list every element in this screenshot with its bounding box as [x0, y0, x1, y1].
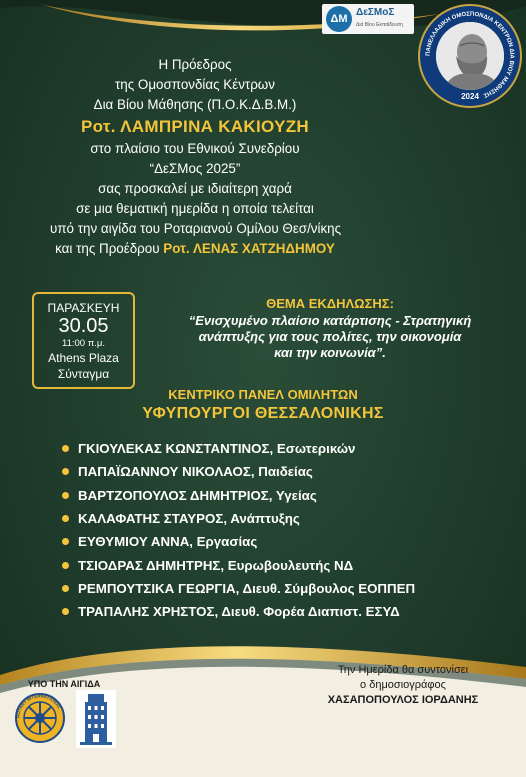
list-item: [62, 460, 415, 483]
theme-title: ΘΕΜΑ ΕΚΔΗΛΩΣΗΣ:: [266, 296, 394, 311]
speaker-role: , Υγείας: [268, 487, 317, 503]
desmos-logo-subtitle: Διά Βίου Εκπαίδευση: [356, 22, 403, 28]
bullet-icon: [62, 445, 69, 452]
rotary-president-name: Ροτ. ΛΕΝΑΣ ΧΑΤΖΗΔΗΜΟΥ: [163, 241, 335, 256]
event-time: 11:00 π.μ.: [61, 338, 105, 349]
intro-line-1: Η Πρόεδρος: [158, 57, 232, 72]
speakers-list: [62, 437, 415, 623]
rotary-ring-text: ROTARY INTERNATIONAL: [15, 693, 63, 719]
speaker-role: , Διευθ. Φορέα Διαπιστ. ΕΣΥΔ: [214, 604, 400, 620]
bullet-icon: [62, 608, 69, 615]
intro-line-6: σας προσκαλεί με ιδιαίτερη χαρά: [98, 181, 292, 196]
speaker-name: ΤΣΙΟΔΡΑΣ ΔΗΜΗΤΡΗΣ: [78, 557, 221, 573]
event-venue: Athens Plaza: [48, 351, 119, 365]
federation-seal: [418, 4, 522, 108]
speaker-name: ΤΡΑΠΑΛΗΣ ΧΡΗΣΤΟΣ: [78, 604, 215, 620]
speaker-role: , Εσωτερικών: [269, 441, 356, 457]
desmos-logo-text: [356, 7, 403, 31]
speaker-name: ΕΥΘΥΜΙΟΥ ΑΝΝΑ: [78, 534, 190, 550]
panel-subheading: ΥΦΥΠΟΥΡΓΟΙ ΘΕΣΣΑΛΟΝΙΚΗΣ: [142, 405, 384, 422]
list-item: [62, 507, 415, 530]
list-item: [62, 484, 415, 507]
moderator-name: ΧΑΣΑΠΟΠΟΥΛΟΣ ΙΟΡΔΑΝΗΣ: [327, 694, 479, 706]
speaker-name: ΚΑΛΑΦΑΤΗΣ ΣΤΑΥΡΟΣ: [78, 511, 224, 527]
bullet-icon: [62, 538, 69, 545]
intro-line-7: σε μια θεματική ημερίδα η οποία τελείται: [76, 201, 314, 216]
desmos-logo-name: ΔεΣΜοΣ: [356, 7, 395, 18]
speaker-role: , Εργασίας: [189, 534, 258, 550]
intro-line-5: “ΔεΣΜος 2025”: [149, 161, 241, 176]
list-item: [62, 577, 415, 600]
event-date: 30.05: [58, 315, 109, 337]
intro-block: [50, 55, 340, 259]
intro-line-9: [50, 239, 340, 259]
seal-ring-textpath: ΠΑΝΕΛΛΑΔΙΚΗ ΟΜΟΣΠΟΝΔΙΑ ΚΕΝΤΡΩΝ ΔΙΑ ΒΙΟΥ ΜΑΘΗΣΗΣ: [425, 11, 515, 98]
theme-line-1: “Ενισχυμένο πλαίσιο κατάρτισης - Στρατηγική: [188, 313, 472, 328]
speaker-name: ΒΑΡΤΖΟΠΟΥΛΟΣ ΔΗΜΗΤΡΙΟΣ: [78, 487, 269, 503]
speaker-name: ΓΚΙΟΥΛΕΚΑΣ ΚΩΝΣΤΑΝΤΙΝΟΣ: [78, 441, 270, 457]
bullet-icon: [62, 515, 69, 522]
event-area: Σύνταγμα: [57, 367, 110, 381]
bullet-icon: [62, 585, 69, 592]
intro-line-8: υπό την αιγίδα του Ροταριανού Ομίλου Θεσ/νίκης: [50, 221, 342, 236]
moderator-line-2: ο δημοσιογράφος: [360, 679, 446, 691]
event-theme: [140, 296, 520, 361]
speaker-role: , Ευρωβουλευτής ΝΔ: [220, 557, 354, 573]
event-date-box: [32, 292, 135, 389]
panel-heading: ΚΕΝΤΡΙΚΟ ΠΑΝΕΛ ΟΜΙΛΗΤΩΝ: [168, 387, 358, 402]
speaker-name: ΠΑΠΑΪΩΑΝΝΟΥ ΝΙΚΟΛΑΟΣ: [78, 464, 251, 480]
speaker-name: ΡΕΜΠΟΥΤΣΙΚΑ ΓΕΩΡΓΙΑ: [78, 580, 236, 596]
intro-line-4: στο πλαίσιο του Εθνικού Συνεδρίου: [90, 141, 300, 156]
speaker-role: , Παιδείας: [250, 464, 313, 480]
president-name: Ροτ. ΛΑΜΠΡΙΝΑ ΚΑΚΙΟΥΖΗ: [81, 117, 309, 136]
white-tower-logo: [76, 690, 116, 748]
event-day: ΠΑΡΑΣΚΕΥΗ: [47, 301, 120, 315]
intro-line-3: Δια Βίου Μάθησης (Π.Ο.Κ.Δ.Β.Μ.): [93, 97, 297, 112]
intro-line-2: της Ομοσπονδίας Κέντρων: [115, 77, 275, 92]
intro-line-9-prefix: και της Προέδρου: [55, 241, 164, 256]
speaker-role: , Ανάπτυξης: [223, 511, 300, 527]
theme-line-3: και την κοινωνία”.: [274, 345, 386, 360]
moderator-line-1: Την Ημερίδα θα συντονίσει: [337, 664, 469, 676]
speaker-role: , Διευθ. Σύμβουλος ΕΟΠΠΕΠ: [235, 580, 416, 596]
aegis-label: ΥΠΟ ΤΗΝ ΑΙΓΙΔΑ: [27, 679, 101, 689]
list-item: [62, 553, 415, 576]
bullet-icon: [62, 468, 69, 475]
bullet-icon: [62, 492, 69, 499]
moderator-block: [290, 663, 516, 708]
desmos-logo-mark: ΔΜ: [326, 6, 352, 32]
list-item: [62, 600, 415, 623]
bullet-icon: [62, 562, 69, 569]
seal-year: 2024: [461, 92, 479, 101]
desmos-logo: [322, 4, 414, 34]
rotary-logo: [14, 692, 66, 744]
list-item: [62, 530, 415, 553]
theme-line-2: ανάπτυξης για τους πολίτες, την οικονομία: [198, 329, 462, 344]
list-item: [62, 437, 415, 460]
philosopher-bust-image: [436, 22, 504, 90]
